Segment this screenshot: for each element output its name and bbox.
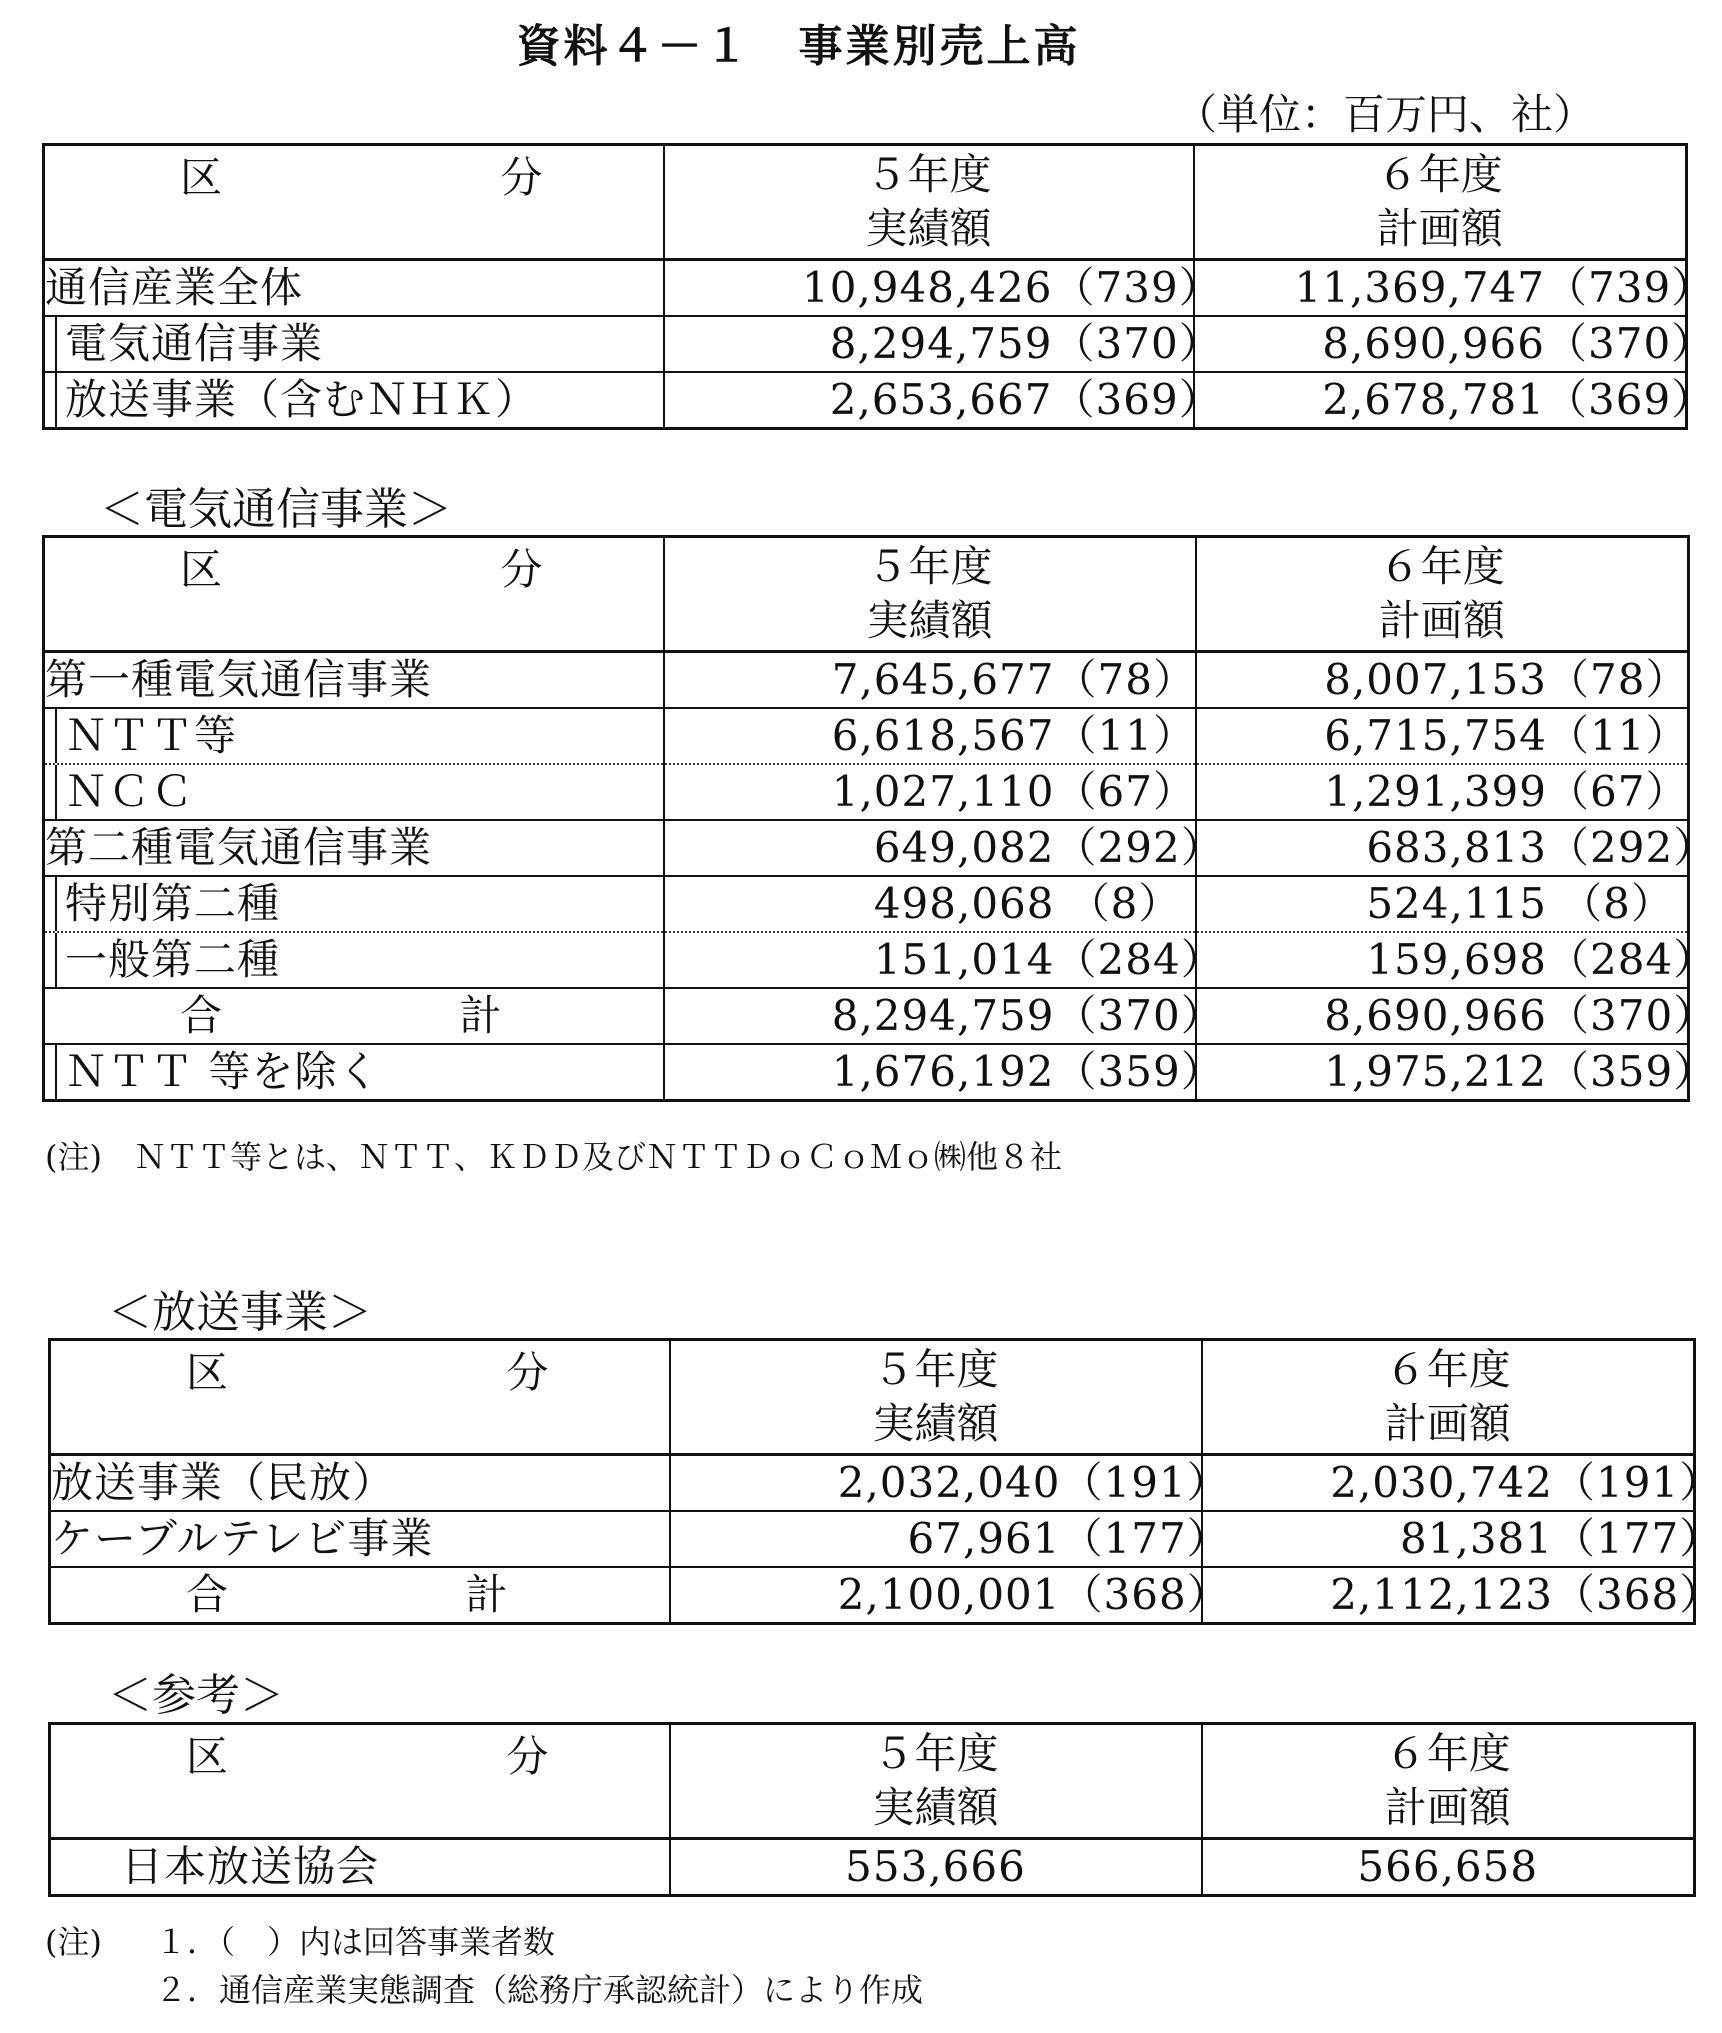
reference-heading: ＜参考＞ — [108, 1670, 284, 1721]
row-label: 合 計 — [44, 988, 664, 1044]
row-label: 日本放送協会 — [121, 1842, 380, 1891]
table-row — [44, 820, 1689, 876]
fy6-value: 1,975,212（359） — [1196, 1044, 1689, 1101]
row-label: ＮＴＴ 等を除く — [44, 1044, 664, 1101]
fy6-value: 2,030,742（191） — [1202, 1455, 1695, 1512]
row-label: 電気通信事業 — [44, 316, 664, 372]
header-category: 区 分 — [50, 1724, 670, 1839]
fy6-value: 11,369,747（739） — [1194, 260, 1687, 317]
row-label: 第一種電気通信事業 — [45, 655, 433, 704]
table-row-total — [44, 988, 1689, 1044]
fy6-value: 2,112,123（368） — [1202, 1567, 1695, 1624]
fy5-value: 1,676,192（359） — [664, 1044, 1196, 1101]
overall-sales-table — [42, 143, 1715, 430]
fy5-value: 498,068 （8） — [664, 876, 1196, 932]
row-label: 放送事業（含むＮＨＫ） — [44, 372, 664, 429]
table-row-total — [50, 1567, 1695, 1624]
fy5-value: 67,961（177） — [670, 1511, 1202, 1567]
table-row — [44, 372, 1687, 429]
fy6-value: 6,715,754（11） — [1196, 708, 1689, 764]
fy5-value: 10,948,426（739） — [664, 260, 1194, 317]
table-header-row — [44, 537, 1689, 652]
header-fy6: ６年度 計画額 — [1202, 1724, 1695, 1839]
fy5-value: 553,666 — [670, 1839, 1202, 1896]
broadcast-sales-table — [48, 1338, 1722, 1625]
table-row — [44, 260, 1687, 317]
table-row — [44, 652, 1689, 709]
table-row — [44, 932, 1689, 988]
row-label: 一般第二種 — [44, 932, 664, 988]
telecom-heading: ＜電気通信事業＞ — [100, 484, 452, 535]
row-label: 放送事業（民放） — [51, 1458, 396, 1507]
row-label: 特別第二種 — [44, 876, 664, 932]
fy6-value: 566,658 — [1202, 1839, 1695, 1896]
row-label: 合 計 — [50, 1567, 670, 1624]
row-label: 通信産業全体 — [45, 263, 304, 312]
row-label: 第二種電気通信事業 — [44, 820, 664, 876]
fy5-value: 2,032,040（191） — [670, 1455, 1202, 1512]
table-header-row — [44, 145, 1687, 260]
fy5-value: 151,014（284） — [664, 932, 1196, 988]
table-row — [44, 1044, 1689, 1101]
fy5-value: 2,100,001（368） — [670, 1567, 1202, 1624]
telecom-sales-table — [42, 535, 1717, 1102]
header-category: 区 分 — [44, 537, 664, 652]
fy5-value: 6,618,567（11） — [664, 708, 1196, 764]
fy5-value: 8,294,759（370） — [664, 316, 1194, 372]
row-label: ＮＴＴ等 — [44, 708, 664, 764]
fy6-value: 1,291,399（67） — [1196, 764, 1689, 820]
header-category: 区 分 — [44, 145, 664, 260]
row-label: ＮＣＣ — [44, 764, 664, 820]
table-row — [50, 1839, 1695, 1896]
header-fy5: ５年度 実績額 — [664, 537, 1196, 652]
footnote-1: １．（ ）内は回答事業者数 — [155, 1923, 556, 1961]
table-header-row — [50, 1340, 1695, 1455]
footnote-2: ２．通信産業実態調査（総務庁承認統計）により作成 — [155, 1971, 924, 2009]
fy5-value: 2,653,667（369） — [664, 372, 1194, 429]
header-fy6: ６年度 計画額 — [1196, 537, 1689, 652]
table-row — [44, 316, 1687, 372]
header-fy5: ５年度 実績額 — [670, 1724, 1202, 1839]
fy6-value: 8,690,966（370） — [1196, 988, 1689, 1044]
reference-table — [48, 1722, 1696, 1897]
table-row — [50, 1455, 1695, 1512]
telecom-note: (注) ＮＴＴ等とは、ＮＴＴ、ＫＤＤ及びＮＴＴＤｏＣｏＭｏ㈱他８社 — [45, 1138, 1062, 1176]
fy6-value: 8,690,966（370） — [1194, 316, 1687, 372]
fy6-value: 2,678,781（369） — [1194, 372, 1687, 429]
fy5-value: 8,294,759（370） — [664, 988, 1196, 1044]
table-row — [50, 1511, 1695, 1567]
table-row — [44, 764, 1689, 820]
table-row — [44, 876, 1689, 932]
table-header-row — [50, 1724, 1695, 1839]
page-title: 資料４－１ 事業別売上高 — [516, 21, 1081, 72]
fy6-value: 159,698（284） — [1196, 932, 1689, 988]
header-fy5: ５年度 実績額 — [670, 1340, 1202, 1455]
fy6-value: 524,115 （8） — [1196, 876, 1689, 932]
header-fy6: ６年度 計画額 — [1202, 1340, 1695, 1455]
fy6-value: 81,381（177） — [1202, 1511, 1695, 1567]
fy6-value: 683,813（292） — [1196, 820, 1689, 876]
fy5-value: 649,082（292） — [664, 820, 1196, 876]
header-fy6: ６年度 計画額 — [1194, 145, 1687, 260]
broadcast-heading: ＜放送事業＞ — [108, 1287, 372, 1338]
header-category: 区 分 — [50, 1340, 670, 1455]
footnote-prefix: (注) — [45, 1923, 102, 1961]
fy6-value: 8,007,153（78） — [1196, 652, 1689, 709]
table-row — [44, 708, 1689, 764]
fy5-value: 7,645,677（78） — [664, 652, 1196, 709]
fy5-value: 1,027,110（67） — [664, 764, 1196, 820]
row-label: ケーブルテレビ事業 — [50, 1511, 670, 1567]
unit-note: （単位：百万円、社） — [1175, 90, 1596, 139]
header-fy5: ５年度 実績額 — [664, 145, 1194, 260]
